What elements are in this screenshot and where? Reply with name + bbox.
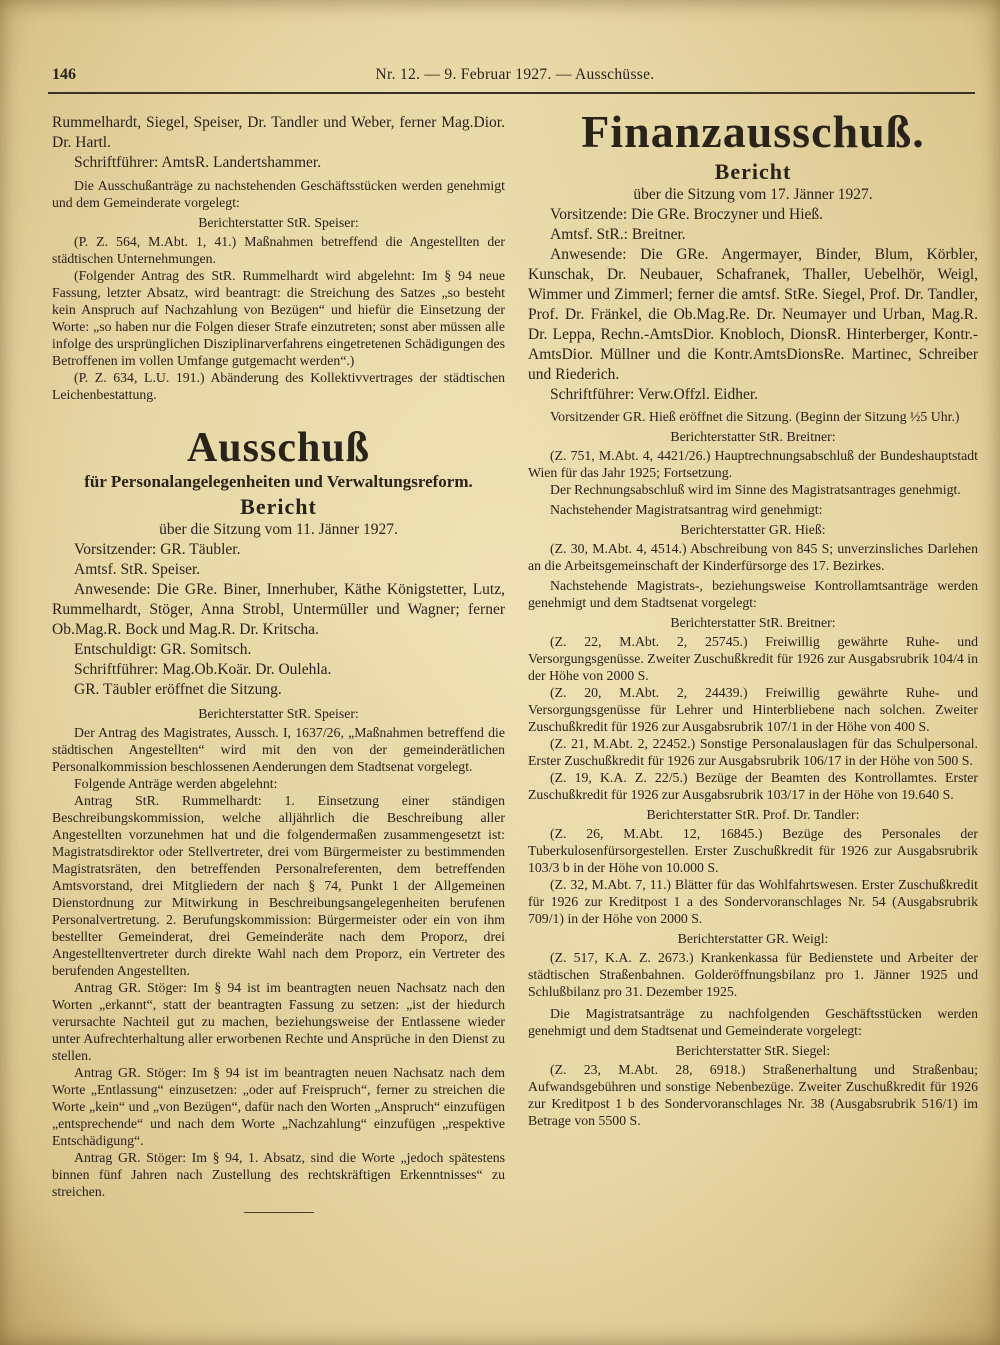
header-rule xyxy=(48,92,975,94)
intro-paragraph: Die Ausschußanträge zu nachstehenden Geschäftsstücken werden genehmigt und dem Gemeinderate vorgelegt: xyxy=(52,178,505,210)
page-number: 146 xyxy=(52,66,76,83)
body-paragraph: Der Rechnungsabschluß wird im Sinne des Magistratsantrages genehmigt. xyxy=(550,482,961,497)
agenda-item: (Z. 751, M.Abt. 4, 4421/26.) Hauptrechnungsabschluß der Bundeshauptstadt Wien für das Jahr 1925; Fortsetzung. xyxy=(528,448,978,480)
body-paragraph: Der Antrag des Magistrates, Aussch. I, 1637/26, „Maßnahmen betreffend die städtischen Angestellten“ wird mit den von der gemeinderätlichen Personalkommission beschlossenen Aenderungen dem Stadtsenat vorgelegt. xyxy=(52,725,505,774)
body-paragraph: Nachstehende Magistrats-, beziehungsweise Kontrollamtsanträge werden genehmigt und dem Stadtsenat vorgelegt: xyxy=(528,578,978,610)
present-line: Anwesende: Die GRe. Angermayer, Binder, Blum, Körbler, Kunschak, Dr. Neubauer, Schafranek, Thaller, Uebelhör, Weigl, Wimmer und Zimmerl; ferner die amtsf. StRe. Siegel, Prof. Dr. Tandler, Prof. Dr. Fränkel, die Ob.Mag.Re. Dr. Neumayer und Urban, Mag.R. Dr. Leppa, Rechn.-AmtsDior. Knobloch, DionsR. Hinterberger, Kontr.-AmtsDior. Müllner und die Kontr.AmtsDionsRe. Martinec, Schreiber und Riederich. xyxy=(528,246,978,383)
body-paragraph: Antrag GR. Stöger: Im § 94, 1. Absatz, sind die Worte „jedoch spätestens binnen fünf Jahren nach Zustellung des rechtskräftigen Erkenntnisses“ zu streichen. xyxy=(52,1150,505,1199)
present-line: Anwesende: Die GRe. Biner, Innerhuber, Käthe Königstetter, Lutz, Rummelhardt, Stöger, Anna Strobl, Untermüller und Wagner; ferner Ob.Mag.R. Bock und Mag.R. Dr. Kritscha. xyxy=(52,581,505,638)
secretary-line: Schriftführer: Mag.Ob.Koär. Dr. Oulehla. xyxy=(74,661,332,678)
rapporteur-line: Berichterstatter StR. Prof. Dr. Tandler: xyxy=(646,807,860,822)
agenda-item: (P. Z. 634, L.U. 191.) Abänderung des Kollektivvertrages der städtischen Leichenbestattung. xyxy=(52,370,505,402)
chair-line: Vorsitzende: Die GRe. Broczyner und Hieß. xyxy=(550,206,824,223)
body-paragraph: Antrag StR. Rummelhardt: 1. Einsetzung einer ständigen Beschreibungskommission, welche alljährlich die Beschreibung aller Angestellten vorzunehmen hat und die folgendermaßen zusammengesetzt ist: Magistratsdirektor oder Stellvertreter, drei vom Bürgermeister zu bestimmenden Magistratsräten, den betreffenden Personalreferenten, dem betreffenden Amtsvorstand, drei Mitgliedern der nach § 74, Punkt 1 der Allgemeinen Dienstordnung zur Mitwirkung in Beschreibungsangelegenheiten berufenen Personalvertretung. 2. Berufungskommission: Bürgermeister oder ein von ihm bestellter Gemeinderat, drei Gemeinderäte nach dem Proporz, drei Angestelltenvertreter durch direkte Wahl nach dem Proporz, ein Vertreter des berufenden Angestellten. xyxy=(52,793,505,978)
rapporteur-line: Berichterstatter GR. Weigl: xyxy=(677,931,829,946)
rapporteur-line: Berichterstatter StR. Breitner: xyxy=(670,429,836,444)
agenda-item: (Folgender Antrag des StR. Rummelhardt wird abgelehnt: Im § 94 neue Fassung, letzter Absatz, wird beantragt: die Streichung des Satzes „so besteht kein Anspruch auf Nachzahlung von Bezügen“ und hiefür die Einsetzung der Worte: „so haben nur die Folgen dieser Strafe einzutreten; sonst aber müssen alle infolge des ursprünglichen Disziplinarverfahrens eingetretenen Schädigungen des Betroffenen im vollen Umfange gutgemacht werden“.) xyxy=(52,268,505,368)
agenda-item: (Z. 30, M.Abt. 4, 4514.) Abschreibung von 845 S; unverzinsliches Darlehen an die Arbeitsgemeinschaft der Kinderfürsorge des 17. Bezirkes. xyxy=(528,541,978,573)
committee-title: Finanzausschuß. xyxy=(581,106,925,157)
left-column xyxy=(52,113,505,1213)
committee-title: Ausschuß xyxy=(186,425,371,471)
agenda-item: (P. Z. 564, M.Abt. 1, 41.) Maßnahmen betreffend die Angestellten der städtischen Unternehmungen. xyxy=(52,234,505,266)
agenda-item: (Z. 19, K.A. Z. 22/5.) Bezüge der Beamten des Kontrollamtes. Erster Zuschußkredit für 1926 zur Ausgabsrubrik 103/17 in der Höhe von 19.640 S. xyxy=(528,770,978,802)
body-paragraph: Die Magistratsanträge zu nachfolgenden Geschäftsstücken werden genehmigt und dem Stadtsenat und Gemeinderate vorgelegt: xyxy=(528,1006,978,1038)
end-rule xyxy=(244,1212,314,1213)
report-label: Bericht xyxy=(714,159,792,184)
secretary-line: Schriftführer: Verw.Offzl. Eidher. xyxy=(550,386,759,403)
official-line: Amtsf. StR.: Breitner. xyxy=(550,226,686,243)
report-label: Bericht xyxy=(240,494,317,519)
agenda-item: (Z. 26, M.Abt. 12, 16845.) Bezüge des Personales der Tuberkulosenfürsorgestellen. Erster Zuschußkredit für 1926 zur Ausgabsrubrik 103/3 b in der Höhe von 10.000 S. xyxy=(528,826,978,875)
agenda-item: (Z. 22, M.Abt. 2, 25745.) Freiwillig gewährte Ruhe- und Versorgungsgenüsse. Zweiter Zuschußkredit für 1926 zur Ausgabsrubrik 104/4 in der Höhe von 2000 S. xyxy=(528,634,978,683)
committee-subtitle: für Personalangelegenheiten und Verwaltungsreform. xyxy=(84,472,473,491)
agenda-item: (Z. 32, M.Abt. 7, 11.) Blätter für das Wohlfahrtswesen. Erster Zuschußkredit für 1926 zur Kreditpost 1 a des Sondervoranschlages Nr. 54 (Ausgabsrubrik 709/1) in der Höhe von 2000 S. xyxy=(528,877,978,926)
body-paragraph: Antrag GR. Stöger: Im § 94 ist im beantragten neuen Nachsatz nach den Worten „erkannt“, statt der beantragten Fassung zu setzen: „ist der hiedurch verursachte Nachteil gut zu machen, beziehungsweise der Entlassene wieder unter Aufrechterhaltung aller erworbenen Rechte und Ansprüche in den Dienst zu stellen. xyxy=(52,980,505,1063)
secretary-line: Schriftführer: AmtsR. Landertshammer. xyxy=(74,154,322,171)
rapporteur-line: Berichterstatter GR. Hieß: xyxy=(680,522,826,537)
excused-line: Entschuldigt: GR. Somitsch. xyxy=(74,641,252,658)
agenda-item: (Z. 23, M.Abt. 28, 6918.) Straßenerhaltung und Straßenbau; Aufwandsgebühren und sonstige Nebenbezüge. Zweiter Zuschußkredit für 1926 zur Kreditpost 1 b des Sondervoranschlages Nr. 38 (Ausgabsrubrik 516/1) im Betrage von 5500 S. xyxy=(528,1062,978,1128)
body-paragraph: Nachstehender Magistratsantrag wird genehmigt: xyxy=(550,502,823,517)
body-paragraph: Folgende Anträge werden abgelehnt: xyxy=(74,776,278,791)
rapporteur-line: Berichterstatter StR. Speiser: xyxy=(198,706,359,721)
members-continuation: Rummelhardt, Siegel, Speiser, Dr. Tandler und Weber, ferner Mag.Dior. Dr. Hartl. xyxy=(52,114,505,151)
official-line: Amtsf. StR. Speiser. xyxy=(74,561,201,578)
body-paragraph: Vorsitzender GR. Hieß eröffnet die Sitzung. (Beginn der Sitzung ½5 Uhr.) xyxy=(550,409,960,424)
rapporteur-line: Berichterstatter StR. Breitner: xyxy=(670,615,836,630)
body-paragraph: Antrag GR. Stöger: Im § 94 ist im beantragten neuen Nachsatz nach dem Worte „Entlassung“ einzusetzen: „oder auf Freispruch“, ferner zu streichen die Worte „kein“ und „von Bezügen“, dafür nach den Worten „Anspruch“ einzufügen „entsprechende“ und nach dem Worte „Nachzahlung“ einzufügen „respektive Entschädigung“. xyxy=(52,1065,505,1148)
rapporteur-line: Berichterstatter StR. Speiser: xyxy=(198,215,359,230)
agenda-item: (Z. 20, M.Abt. 2, 24439.) Freiwillig gewährte Ruhe- und Versorgungsgenüsse für Lehrer und Hinterbliebene nach solchen. Zweiter Zuschußkredit für 1926 zur Ausgabsrubrik 107/1 in der Höhe von 400 S. xyxy=(528,685,978,734)
agenda-item: (Z. 517, K.A. Z. 2673.) Krankenkassa für Bedienstete und Arbeiter der städtischen Straßenbahnen. Golderöffnungsbilanz pro 1. Jänner 1925 und Schlußbilanz pro 31. Dezember 1925. xyxy=(528,950,978,999)
agenda-item: (Z. 21, M.Abt. 2, 22452.) Sonstige Personalauslagen für das Schulpersonal. Erster Zuschußkredit für 1926 zur Ausgabsrubrik 106/17 in der Höhe von 500 S. xyxy=(528,736,978,768)
chair-line: Vorsitzender: GR. Täubler. xyxy=(74,541,241,558)
session-date: über die Sitzung vom 17. Jänner 1927. xyxy=(633,186,873,203)
right-column xyxy=(528,106,978,1129)
rapporteur-line: Berichterstatter StR. Siegel: xyxy=(675,1043,831,1058)
session-date: über die Sitzung vom 11. Jänner 1927. xyxy=(159,521,398,538)
running-title: Nr. 12. — 9. Februar 1927. — Ausschüsse. xyxy=(375,66,655,83)
opening-line: GR. Täubler eröffnet die Sitzung. xyxy=(74,681,282,698)
